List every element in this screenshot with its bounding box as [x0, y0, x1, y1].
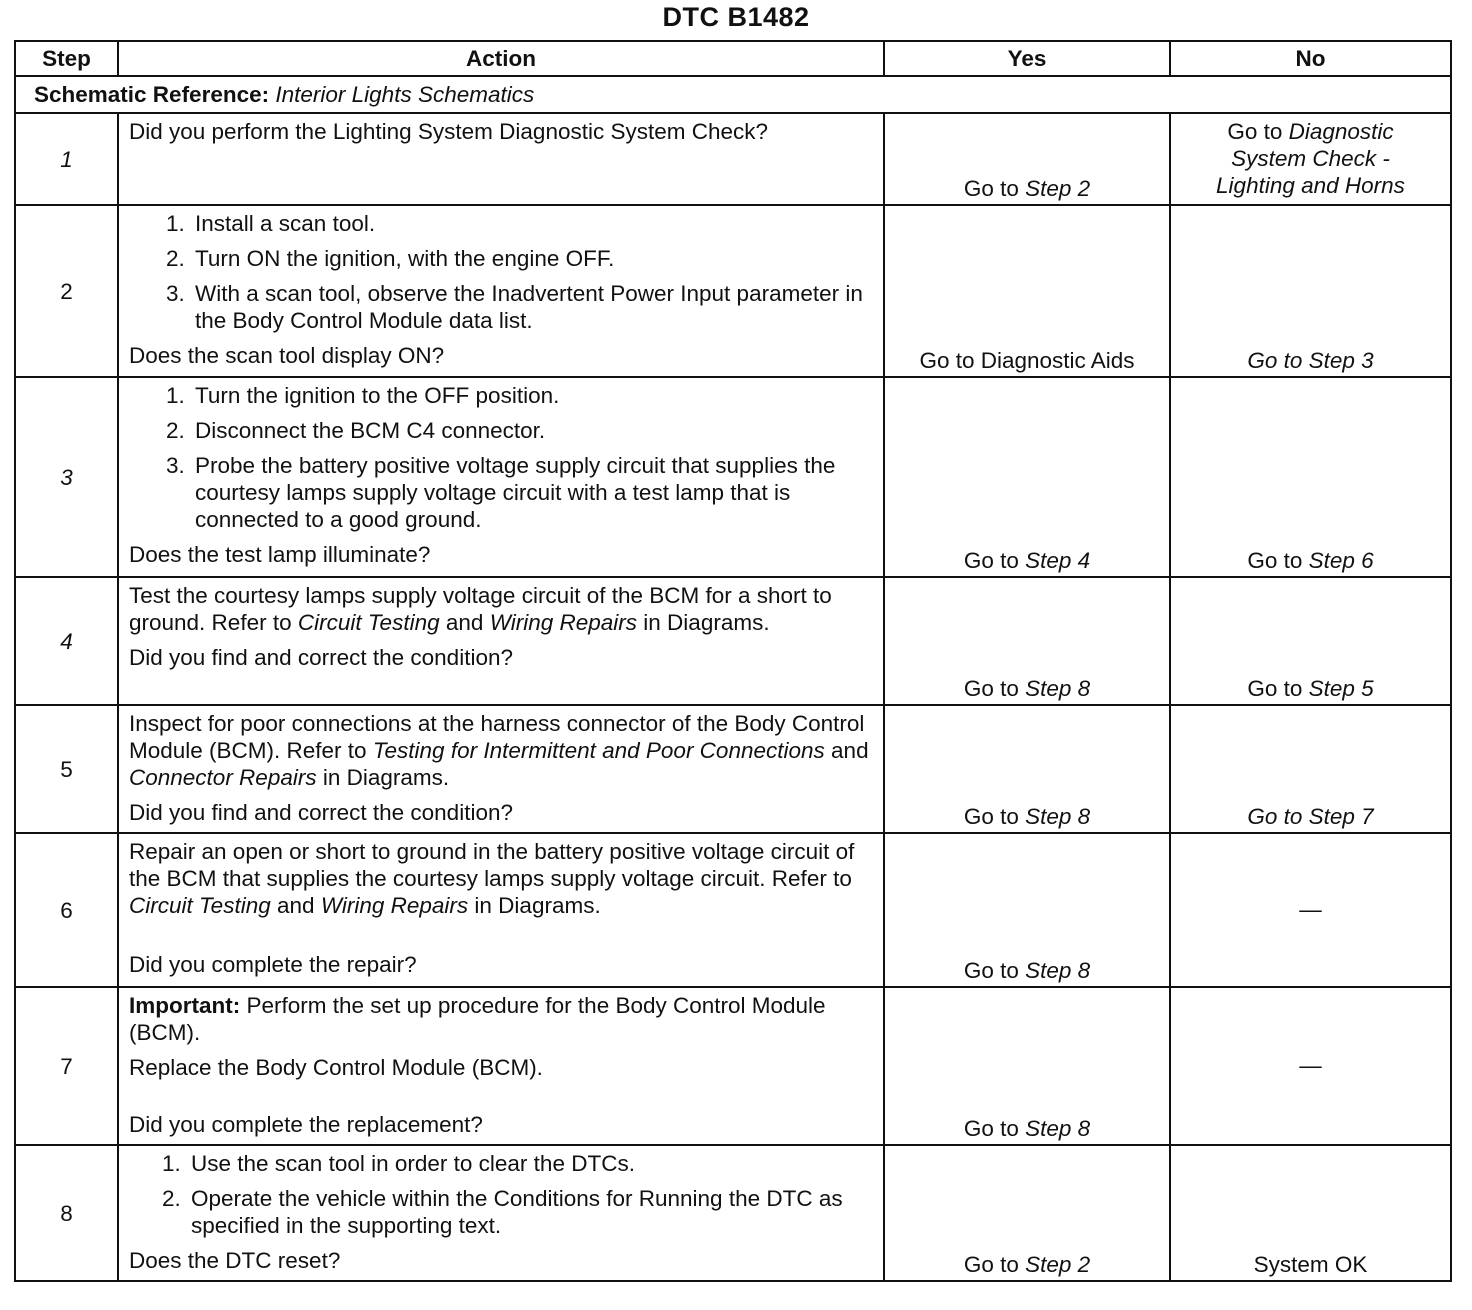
- procedure-list: [129, 382, 873, 533]
- no-step-link[interactable]: Step 5: [1308, 676, 1374, 701]
- no-step-link[interactable]: Step 3: [1308, 348, 1374, 373]
- action-cell: [118, 113, 884, 205]
- no-step-link[interactable]: Diagnostic System Check - Lighting and Horns: [1216, 119, 1405, 198]
- procedure-list: [129, 1150, 873, 1239]
- list-item: 3. With a scan tool, observe the Inadvertent Power Input parameter in the Body Control Module data list.: [191, 280, 873, 334]
- yes-cell[interactable]: Go to Step 8: [884, 833, 1170, 987]
- no-cell[interactable]: Go to Step 5: [1170, 577, 1451, 705]
- yes-step-link[interactable]: Step 8: [1025, 676, 1091, 701]
- list-item: 1. Use the scan tool in order to clear the DTCs.: [187, 1150, 873, 1177]
- instruction: Repair an open or short to ground in the battery positive voltage circuit of the BCM that supplies the courtesy lamps supply voltage circuit. Refer to Circuit Testing and Wiring Repairs in Diagrams.: [129, 839, 855, 918]
- yes-step-link[interactable]: Step 2: [1025, 176, 1091, 201]
- instruction: Inspect for poor connections at the harness connector of the Body Control Module (BCM). Refer to Testing for Intermittent and Poor Connections and Connector Repairs in Diagrams.: [129, 711, 869, 790]
- step-number: 4: [15, 577, 118, 705]
- intermittent-testing-link[interactable]: Testing for Intermittent and Poor Connections: [372, 738, 825, 763]
- table-row: [15, 1145, 1451, 1281]
- list-item: 1. Install a scan tool.: [191, 210, 873, 237]
- schematic-reference: [15, 76, 1451, 113]
- question: Did you complete the replacement?: [129, 1112, 483, 1137]
- header-row: [15, 41, 1451, 76]
- step-number: 7: [15, 987, 118, 1145]
- circuit-testing-link[interactable]: Circuit Testing: [129, 893, 271, 918]
- schematic-link[interactable]: Interior Lights Schematics: [275, 82, 535, 107]
- action-cell: [118, 1145, 884, 1281]
- yes-cell[interactable]: Go to Step 2: [884, 1145, 1170, 1281]
- table-row: [15, 205, 1451, 377]
- circuit-testing-link[interactable]: Circuit Testing: [297, 610, 440, 635]
- yes-step-link[interactable]: Step 2: [1025, 1252, 1091, 1277]
- instruction: Test the courtesy lamps supply voltage circuit of the BCM for a short to ground. Refer to Circuit Testing and Wiring Repairs in Diagrams.: [129, 583, 832, 635]
- yes-step-link[interactable]: Step 8: [1025, 958, 1091, 983]
- yes-step-link[interactable]: Step 8: [1025, 804, 1091, 829]
- connector-repairs-link[interactable]: Connector Repairs: [129, 765, 317, 790]
- action-cell: [118, 577, 884, 705]
- question: Did you perform the Lighting System Diagnostic System Check?: [129, 119, 769, 144]
- table-row: [15, 377, 1451, 577]
- no-step-link[interactable]: Step 6: [1308, 548, 1374, 573]
- no-cell: —: [1170, 833, 1451, 987]
- procedure-list: [129, 210, 873, 334]
- yes-cell[interactable]: Go to Step 4: [884, 377, 1170, 577]
- yes-cell[interactable]: Go to Step 8: [884, 987, 1170, 1145]
- action-cell: [118, 205, 884, 377]
- no-cell[interactable]: Go to Step 6: [1170, 377, 1451, 577]
- table-row: [15, 113, 1451, 205]
- yes-cell[interactable]: Go to Step 2: [884, 113, 1170, 205]
- schematic-label: Schematic Reference:: [34, 82, 270, 107]
- step-number: 5: [15, 705, 118, 833]
- question: Does the test lamp illuminate?: [129, 542, 431, 567]
- question: Does the scan tool display ON?: [129, 343, 445, 368]
- header-action: Action: [118, 41, 884, 76]
- list-item: 1. Turn the ignition to the OFF position.: [191, 382, 873, 409]
- step-number: 8: [15, 1145, 118, 1281]
- list-item: 2. Operate the vehicle within the Conditions for Running the DTC as specified in the supporting text.: [187, 1185, 873, 1239]
- no-cell[interactable]: Go to Diagnostic System Check - Lighting and Horns: [1170, 113, 1451, 205]
- question: Does the DTC reset?: [129, 1248, 341, 1273]
- list-item: 2. Turn ON the ignition, with the engine OFF.: [191, 245, 873, 272]
- yes-cell[interactable]: [884, 205, 1170, 377]
- schematic-reference-row: [15, 76, 1451, 113]
- no-cell[interactable]: Go to Step 3: [1170, 205, 1451, 377]
- wiring-repairs-link[interactable]: Wiring Repairs: [489, 610, 638, 635]
- yes-cell[interactable]: Go to Step 8: [884, 577, 1170, 705]
- question: Did you find and correct the condition?: [129, 645, 513, 670]
- action-cell: [118, 833, 884, 987]
- table-row: [15, 833, 1451, 987]
- no-cell: —: [1170, 987, 1451, 1145]
- important-label: Important:: [129, 993, 241, 1018]
- yes-cell[interactable]: Go to Step 8: [884, 705, 1170, 833]
- step-number: 1: [15, 113, 118, 205]
- header-yes: Yes: [884, 41, 1170, 76]
- header-no: No: [1170, 41, 1451, 76]
- yes-diagnostic-aids-link[interactable]: Go to Diagnostic Aids: [919, 348, 1135, 373]
- header-step: Step: [15, 41, 118, 76]
- yes-step-link[interactable]: Step 8: [1025, 1116, 1091, 1141]
- no-cell: System OK: [1170, 1145, 1451, 1281]
- instruction: Replace the Body Control Module (BCM).: [129, 1055, 543, 1080]
- question: Did you complete the repair?: [129, 952, 417, 977]
- diagnostic-table: [14, 40, 1452, 1282]
- no-cell[interactable]: Go to Step 7: [1170, 705, 1451, 833]
- step-number: 6: [15, 833, 118, 987]
- action-cell: [118, 987, 884, 1145]
- table-row: [15, 987, 1451, 1145]
- yes-step-link[interactable]: Step 4: [1025, 548, 1091, 573]
- action-cell: [118, 705, 884, 833]
- question: Did you find and correct the condition?: [129, 800, 513, 825]
- list-item: 3. Probe the battery positive voltage supply circuit that supplies the courtesy lamps supply voltage circuit with a test lamp that is connected to a good ground.: [191, 452, 873, 533]
- table-row: [15, 705, 1451, 833]
- step-number: 3: [15, 377, 118, 577]
- no-step-link[interactable]: Step 7: [1308, 804, 1374, 829]
- important-note: Important: Perform the set up procedure for the Body Control Module (BCM).: [129, 993, 826, 1045]
- wiring-repairs-link[interactable]: Wiring Repairs: [320, 893, 469, 918]
- step-number: 2: [15, 205, 118, 377]
- table-row: [15, 577, 1451, 705]
- page-title: DTC B1482: [662, 2, 810, 32]
- list-item: 2. Disconnect the BCM C4 connector.: [191, 417, 873, 444]
- action-cell: [118, 377, 884, 577]
